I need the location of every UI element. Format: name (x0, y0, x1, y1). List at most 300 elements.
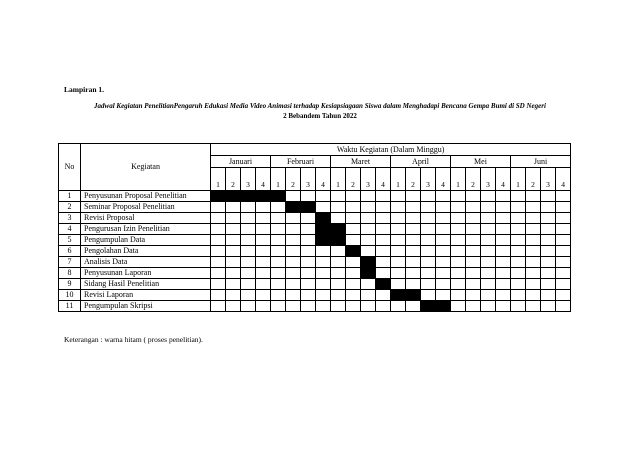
week-cell (421, 257, 436, 268)
week-cell (481, 268, 496, 279)
week-cell (496, 301, 511, 312)
week-cell (496, 290, 511, 301)
week-cell (241, 279, 256, 290)
week-cell (496, 224, 511, 235)
week-cell (256, 279, 271, 290)
week-cell (496, 202, 511, 213)
week-cell (541, 235, 556, 246)
week-cell (511, 235, 526, 246)
week-cell (466, 301, 481, 312)
header-row-1 (59, 144, 571, 156)
table-row (59, 191, 571, 202)
week-cell (421, 224, 436, 235)
week-cell (466, 257, 481, 268)
table-row (59, 290, 571, 301)
week-cell (421, 268, 436, 279)
week-cell (301, 235, 316, 246)
legend-note: Keterangan : warna hitam ( proses penelitian). (64, 335, 203, 344)
week-cell (466, 224, 481, 235)
week-cell (391, 268, 406, 279)
week-cell (211, 202, 226, 213)
table-row (59, 279, 571, 290)
week-header: 3 (541, 168, 556, 191)
week-cell (421, 213, 436, 224)
week-cell (361, 202, 376, 213)
week-cell (316, 301, 331, 312)
week-cell (451, 257, 466, 268)
week-cell (286, 224, 301, 235)
week-cell (526, 202, 541, 213)
week-cell (451, 301, 466, 312)
week-cell (301, 290, 316, 301)
week-cell (286, 257, 301, 268)
week-cell (316, 279, 331, 290)
week-cell-active (316, 224, 331, 235)
week-cell (541, 301, 556, 312)
week-cell (331, 301, 346, 312)
week-cell (436, 191, 451, 202)
week-cell (541, 268, 556, 279)
activity-name: Pengumpulan Skripsi (81, 301, 211, 312)
week-cell (436, 235, 451, 246)
week-cell (556, 268, 571, 279)
document-title (60, 101, 580, 121)
week-cell (391, 235, 406, 246)
week-cell (241, 301, 256, 312)
week-cell (226, 202, 241, 213)
week-cell (241, 246, 256, 257)
week-cell (436, 213, 451, 224)
week-cell (286, 213, 301, 224)
week-cell (526, 301, 541, 312)
week-cell (466, 279, 481, 290)
week-cell (496, 246, 511, 257)
table-row (59, 257, 571, 268)
table-row (59, 268, 571, 279)
week-cell (286, 235, 301, 246)
week-cell (496, 268, 511, 279)
week-cell (451, 268, 466, 279)
week-cell (271, 246, 286, 257)
week-cell (541, 279, 556, 290)
week-header: 2 (226, 168, 241, 191)
week-cell (256, 202, 271, 213)
week-cell (451, 191, 466, 202)
week-cell (511, 202, 526, 213)
week-header: 1 (451, 168, 466, 191)
month-header: April (391, 156, 451, 168)
week-header: 4 (436, 168, 451, 191)
week-cell (316, 246, 331, 257)
activity-name: Sidang Hasil Penelitian (81, 279, 211, 290)
week-cell (451, 246, 466, 257)
week-cell (361, 279, 376, 290)
week-cell (481, 246, 496, 257)
week-cell (346, 202, 361, 213)
week-cell-active (331, 224, 346, 235)
week-cell-active (316, 235, 331, 246)
week-cell (391, 257, 406, 268)
week-cell (556, 246, 571, 257)
week-cell (256, 257, 271, 268)
week-cell (451, 235, 466, 246)
week-cell (346, 224, 361, 235)
week-cell (271, 290, 286, 301)
week-cell (526, 257, 541, 268)
week-cell (451, 279, 466, 290)
week-cell (526, 235, 541, 246)
week-cell (556, 301, 571, 312)
week-cell (391, 191, 406, 202)
week-cell-active (391, 290, 406, 301)
week-cell (466, 213, 481, 224)
week-cell (346, 279, 361, 290)
column-header-no: No (59, 144, 81, 191)
week-cell (391, 224, 406, 235)
week-cell (301, 268, 316, 279)
week-cell (301, 279, 316, 290)
activity-name: Pengolahan Data (81, 246, 211, 257)
week-cell (211, 257, 226, 268)
week-cell (241, 235, 256, 246)
week-cell (496, 279, 511, 290)
week-header: 2 (526, 168, 541, 191)
row-number: 8 (59, 268, 81, 279)
activity-name: Revisi Proposal (81, 213, 211, 224)
week-cell (331, 268, 346, 279)
week-cell (316, 191, 331, 202)
week-cell (286, 246, 301, 257)
week-cell (361, 235, 376, 246)
week-header: 3 (241, 168, 256, 191)
activity-name: Pengumpulan Data (81, 235, 211, 246)
week-cell (346, 191, 361, 202)
week-cell (226, 301, 241, 312)
table-row (59, 213, 571, 224)
week-cell (346, 235, 361, 246)
week-cell (466, 191, 481, 202)
week-cell (361, 224, 376, 235)
week-cell (331, 191, 346, 202)
week-cell (226, 290, 241, 301)
week-cell (526, 246, 541, 257)
week-cell (376, 235, 391, 246)
week-cell-active (241, 191, 256, 202)
week-cell (421, 246, 436, 257)
week-cell (541, 290, 556, 301)
week-cell (301, 191, 316, 202)
week-cell (241, 202, 256, 213)
week-cell (376, 257, 391, 268)
week-cell (346, 290, 361, 301)
week-cell (376, 301, 391, 312)
week-cell (511, 191, 526, 202)
week-cell (556, 191, 571, 202)
month-header: Mei (451, 156, 511, 168)
week-header: 2 (466, 168, 481, 191)
week-cell (481, 202, 496, 213)
activity-name: Penyusunan Proposal Penelitian (81, 191, 211, 202)
week-cell (496, 235, 511, 246)
week-cell (556, 290, 571, 301)
week-cell (436, 279, 451, 290)
week-cell (211, 213, 226, 224)
row-number: 5 (59, 235, 81, 246)
row-number: 3 (59, 213, 81, 224)
week-cell (256, 224, 271, 235)
week-cell (316, 268, 331, 279)
week-cell (376, 224, 391, 235)
week-cell (466, 235, 481, 246)
week-cell (481, 224, 496, 235)
week-cell (451, 290, 466, 301)
table-row (59, 235, 571, 246)
week-cell (466, 246, 481, 257)
week-cell (526, 290, 541, 301)
week-cell (481, 213, 496, 224)
week-cell (556, 202, 571, 213)
week-cell (556, 224, 571, 235)
row-number: 1 (59, 191, 81, 202)
title-line-2: 2 Bebandem Tahun 2022 (283, 112, 357, 120)
week-cell (391, 279, 406, 290)
appendix-label: Lampiran 1. (64, 85, 105, 94)
week-cell (466, 268, 481, 279)
week-cell (256, 246, 271, 257)
week-cell (211, 290, 226, 301)
week-cell (361, 290, 376, 301)
week-cell (226, 224, 241, 235)
week-cell (391, 246, 406, 257)
week-cell (421, 290, 436, 301)
week-cell (301, 257, 316, 268)
week-cell (421, 202, 436, 213)
week-cell (271, 301, 286, 312)
week-cell-active (256, 191, 271, 202)
week-cell (496, 213, 511, 224)
week-cell (241, 290, 256, 301)
week-header: 4 (316, 168, 331, 191)
week-cell (541, 191, 556, 202)
week-cell-active (361, 268, 376, 279)
week-cell (511, 279, 526, 290)
row-number: 11 (59, 301, 81, 312)
row-number: 2 (59, 202, 81, 213)
week-cell (361, 191, 376, 202)
week-cell (256, 213, 271, 224)
week-header: 2 (406, 168, 421, 191)
week-cell (541, 224, 556, 235)
week-cell (301, 246, 316, 257)
week-cell (376, 213, 391, 224)
week-header: 4 (376, 168, 391, 191)
week-cell (376, 290, 391, 301)
week-cell (436, 290, 451, 301)
week-cell (481, 191, 496, 202)
week-cell (496, 191, 511, 202)
week-cell (511, 301, 526, 312)
week-cell (301, 224, 316, 235)
week-cell-active (271, 191, 286, 202)
table-row (59, 246, 571, 257)
week-cell (391, 213, 406, 224)
week-header: 4 (556, 168, 571, 191)
week-cell (541, 246, 556, 257)
week-cell (556, 257, 571, 268)
week-cell (256, 235, 271, 246)
week-cell (556, 235, 571, 246)
week-cell (511, 246, 526, 257)
activity-name: Penyusunan Laporan (81, 268, 211, 279)
week-cell (331, 202, 346, 213)
week-header: 1 (331, 168, 346, 191)
week-cell (451, 213, 466, 224)
week-cell (286, 301, 301, 312)
week-cell (436, 246, 451, 257)
week-cell (256, 301, 271, 312)
activity-name: Analisis Data (81, 257, 211, 268)
column-header-kegiatan: Kegiatan (81, 144, 211, 191)
schedule-body (59, 191, 571, 312)
week-cell (541, 257, 556, 268)
week-cell (256, 268, 271, 279)
week-cell-active (361, 257, 376, 268)
week-cell (481, 301, 496, 312)
week-cell (376, 268, 391, 279)
week-cell (346, 301, 361, 312)
week-cell (331, 279, 346, 290)
week-cell (496, 257, 511, 268)
week-cell (211, 268, 226, 279)
week-cell-active (346, 246, 361, 257)
week-cell (241, 268, 256, 279)
week-cell (391, 301, 406, 312)
week-cell (556, 213, 571, 224)
week-cell (226, 235, 241, 246)
week-header: 4 (256, 168, 271, 191)
week-cell (556, 279, 571, 290)
week-cell-active (211, 191, 226, 202)
row-number: 10 (59, 290, 81, 301)
week-cell (211, 279, 226, 290)
week-cell (451, 202, 466, 213)
week-header: 1 (391, 168, 406, 191)
week-cell (271, 268, 286, 279)
week-cell (226, 257, 241, 268)
week-cell (511, 268, 526, 279)
week-cell (331, 257, 346, 268)
week-cell (406, 235, 421, 246)
week-cell (436, 224, 451, 235)
week-cell (391, 202, 406, 213)
week-cell (406, 257, 421, 268)
week-cell-active (436, 301, 451, 312)
week-cell (286, 279, 301, 290)
week-cell (361, 246, 376, 257)
week-header: 4 (496, 168, 511, 191)
month-header: Januari (211, 156, 271, 168)
week-cell-active (316, 213, 331, 224)
week-cell-active (226, 191, 241, 202)
week-header: 2 (286, 168, 301, 191)
month-header: Maret (331, 156, 391, 168)
week-cell (421, 235, 436, 246)
week-cell (376, 202, 391, 213)
week-cell (376, 246, 391, 257)
week-cell (241, 213, 256, 224)
week-cell (406, 301, 421, 312)
week-cell (481, 257, 496, 268)
week-cell (511, 213, 526, 224)
table-row (59, 301, 571, 312)
week-cell (226, 279, 241, 290)
week-cell-active (406, 290, 421, 301)
week-cell (346, 213, 361, 224)
week-cell (436, 257, 451, 268)
week-cell (361, 301, 376, 312)
week-cell (241, 224, 256, 235)
week-cell-active (421, 301, 436, 312)
week-cell-active (331, 235, 346, 246)
week-cell (316, 202, 331, 213)
week-cell (211, 224, 226, 235)
week-cell (361, 213, 376, 224)
week-cell (421, 191, 436, 202)
table-row (59, 224, 571, 235)
week-cell (271, 235, 286, 246)
row-number: 7 (59, 257, 81, 268)
week-cell (346, 268, 361, 279)
week-cell (271, 213, 286, 224)
week-cell-active (286, 202, 301, 213)
week-cell (241, 257, 256, 268)
week-cell (541, 213, 556, 224)
week-cell (406, 213, 421, 224)
week-cell (406, 191, 421, 202)
table-row (59, 202, 571, 213)
row-number: 6 (59, 246, 81, 257)
week-cell (406, 202, 421, 213)
week-cell (316, 290, 331, 301)
week-cell (436, 268, 451, 279)
week-cell (406, 224, 421, 235)
week-cell (331, 246, 346, 257)
week-header: 1 (511, 168, 526, 191)
week-header: 3 (301, 168, 316, 191)
activity-name: Pengurusan Izin Penelitian (81, 224, 211, 235)
week-cell (526, 191, 541, 202)
week-cell (481, 279, 496, 290)
week-cell (226, 246, 241, 257)
week-cell (316, 257, 331, 268)
week-cell (271, 257, 286, 268)
month-header: Juni (511, 156, 571, 168)
week-header: 3 (361, 168, 376, 191)
column-header-waktu: Waktu Kegiatan (Dalam Minggu) (211, 144, 571, 156)
week-cell (406, 268, 421, 279)
week-cell (481, 235, 496, 246)
week-cell (286, 290, 301, 301)
week-cell (541, 202, 556, 213)
week-cell (301, 301, 316, 312)
week-cell (436, 202, 451, 213)
week-cell (526, 224, 541, 235)
week-header: 1 (271, 168, 286, 191)
week-cell (526, 213, 541, 224)
week-cell (211, 235, 226, 246)
week-cell (331, 290, 346, 301)
week-cell (286, 268, 301, 279)
